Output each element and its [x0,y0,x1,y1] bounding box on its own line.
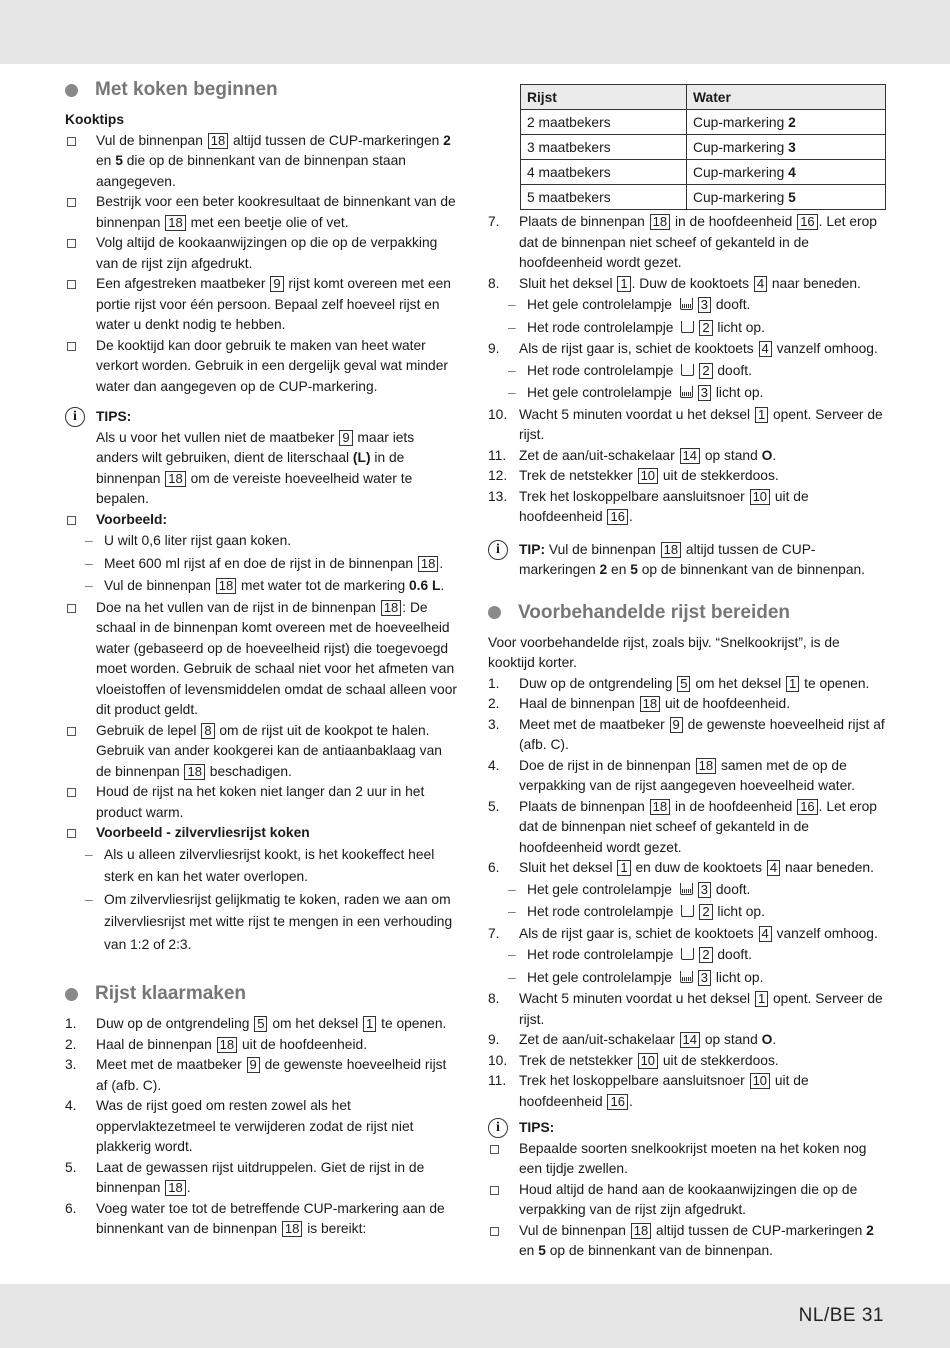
list-item: De kooktijd kan door gebruik te maken van heet water verkort worden. Gebruik in een dergelijk geval wat minder water dan aangegeven op de CUP-markering. [65,336,460,398]
reference-number: 5 [677,676,690,692]
reference-number: 10 [638,1053,658,1069]
reference-number: 2 [699,363,712,379]
more-tips-list [65,598,460,824]
reference-number: 18 [661,542,681,558]
step-item: 2. Haal de binnenpan 18 uit de hoofdeenheid. [488,696,791,711]
reference-number: 4 [759,341,772,357]
checkbox-bullet-icon [65,233,96,274]
reference-number: 16 [797,799,817,815]
info-icon: i [488,540,508,560]
sub-item: – Het rode controlelampje 2 licht op. [508,319,765,335]
emphasis: 2 [866,1222,874,1238]
list-item: Een afgestreken maatbeker 9 rijst komt overeen met een portie rijst voor één persoon. Bepaal zelf hoeveel rijst en water u denkt nodig te hebben. [65,274,460,336]
checkbox-bullet-icon [488,1139,519,1180]
reference-number: 18 [208,133,228,149]
step-item: 9. Als de rijst gaar is, schiet de kooktoets 4 vanzelf omhoog. [488,341,878,356]
section-bullet-icon [65,988,78,1001]
voor-intro: Voor voorbehandelde rijst, zoals bijv. “Snelkookrijst”, is de kooktijd korter. [488,634,840,670]
sub-item: – Het rode controlelampje 2 dooft. [508,362,752,378]
zilver-list [65,844,460,957]
step-item: 7. Als de rijst gaar is, schiet de kooktoets 4 vanzelf omhoog. [488,925,878,941]
section-heading-start: Met koken beginnen [65,76,460,104]
reference-number: 1 [786,676,799,692]
reference-number: 3 [698,385,711,401]
reference-number: 3 [698,297,711,313]
yellow-lamp-icon [680,971,693,983]
reference-number: 10 [638,468,658,484]
step-item: 11. Trek het loskoppelbare aansluitsnoer 10 uit de hoofdeenheid 16 . [488,1073,809,1109]
reference-number: 18 [631,1223,651,1239]
reference-number: 18 [216,578,236,594]
section-heading-voor: Voorbehandelde rijst bereiden [488,599,888,627]
reference-number: 18 [696,758,716,774]
reference-number: 16 [607,509,627,525]
reference-number: 9 [339,430,352,446]
tips2-block: i TIPS: [488,1118,888,1139]
tips-block [65,407,460,510]
tips2-list [488,1139,888,1262]
reference-number: 3 [698,882,711,898]
sub-item: – Als u alleen zilvervliesrijst kookt, is het kookeffect heel sterk en kan het water overlopen. [85,846,435,884]
sub-item: – Het gele controlelampje 3 dooft. [508,297,751,312]
step-item: 12. Trek de netstekker 10 uit de stekkerdoos. [488,468,779,483]
voorbeeld-item: Voorbeeld: [65,510,460,531]
water-table [520,84,886,210]
reference-number: 14 [680,448,700,464]
reference-number: 18 [165,215,185,231]
table-header-water: Water [687,85,886,110]
step-item: 4. Was de rijst goed om resten zowel als het oppervlaktezetmeel te verwijderen zodat de rijst niet plakkerig wordt. [65,1098,414,1154]
reference-number: 9 [247,1057,260,1073]
list-item: Houd altijd de hand aan de kookaanwijzingen die op de verpakking van de rijst zijn afgedrukt. [488,1180,888,1221]
reference-number: 3 [698,970,711,986]
red-lamp-icon [681,321,694,333]
right-column [488,84,888,1262]
reference-number: 2 [699,320,712,336]
reference-number: 14 [680,1032,700,1048]
checkbox-bullet-icon [65,192,96,233]
reference-number: 18 [217,1037,237,1053]
step-item: 4. Doe de rijst in de binnenpan 18 samen met de op de verpakking van de rijst aangegeven hoeveelheid water. [488,757,855,793]
yellow-lamp-icon [680,386,693,398]
table-row: 5 maatbekers Cup-markering 5 [521,185,886,210]
reference-number: 1 [363,1016,376,1032]
list-item: Bepaalde soorten snelkookrijst moeten na het koken nog een tijdje zwellen. [488,1139,888,1180]
emphasis: 5 [115,153,123,168]
list-item: Volg altijd de kookaanwijzingen op die op de verpakking van de rijst zijn afgedrukt. [65,233,460,274]
tips-text: Als u voor het vullen niet de maatbeker 9 maar iets anders wilt gebruiken, dient de literschaal (L) in de binnenpan 18 om de vereiste hoeveelheid water te bepalen. [96,429,415,506]
table-row: 3 maatbekers Cup-markering 3 [521,135,886,160]
step-item: 1. Duw op de ontgrendeling 5 om het deksel 1 te openen. [65,1016,447,1031]
sub-item: – Het rode controlelampje 2 licht op. [508,904,765,919]
reference-number: 18 [381,600,401,616]
emphasis: O [761,447,773,463]
reference-number: 9 [270,276,283,292]
kooktips-title: Kooktips [65,112,125,127]
red-lamp-icon [681,948,694,960]
sub-item: – Meet 600 ml rijst af en doe de rijst in de binnenpan 18 . [85,555,444,571]
step-item: 13. Trek het loskoppelbare aansluitsnoer 10 uit de hoofdeenheid 16 . [488,488,809,524]
step-item: 8. Sluit het deksel 1 . Duw de kooktoets 4 naar beneden. [488,275,861,291]
table-header-rijst: Rijst [521,85,687,110]
reference-number: 10 [750,489,770,505]
step-item: 3. Meet met de maatbeker 9 de gewenste hoeveelheid rijst af (afb. C). [488,716,885,752]
step-item: 6. Voeg water toe tot de betreffende CUP-markering aan de binnenkant van de binnenpan 18 is bereikt: [65,1200,445,1236]
reference-number: 16 [797,214,817,230]
step-item: 2. Haal de binnenpan 18 uit de hoofdeenheid. [65,1036,368,1052]
reference-number: 4 [754,276,767,292]
step-item: 6. Sluit het deksel 1 en duw de kooktoets 4 naar beneden. [488,860,874,875]
emphasis: 5 [630,562,638,577]
emphasis: 2 [443,132,451,148]
yellow-lamp-icon [680,298,693,310]
reference-number: 2 [699,947,712,963]
reference-number: 1 [617,276,630,292]
reference-number: 18 [640,696,660,712]
sub-item: – Het gele controlelampje 3 licht op. [508,385,764,400]
step-item: 9. Zet de aan/uit-schakelaar 14 op stand O. [488,1032,777,1047]
info-icon: i [488,1118,508,1138]
checkbox-bullet-icon [488,1180,519,1221]
reference-number: 18 [650,799,670,815]
reference-number: 10 [750,1073,770,1089]
list-item: Bestrijk voor een beter kookresultaat de binnenkant van de binnenpan 18 met een beetje olie of vet. [65,192,460,233]
checkbox-bullet-icon [65,782,96,823]
step-item: 1. Duw op de ontgrendeling 5 om het deksel 1 te openen. [488,675,870,691]
reference-number: 8 [201,723,214,739]
step-item: 3. Meet met de maatbeker 9 de gewenste hoeveelheid rijst af (afb. C). [65,1057,447,1093]
red-lamp-icon [681,364,694,376]
header-bar [0,0,950,64]
info-icon: i [65,407,85,427]
step-item: 8. Wacht 5 minuten voordat u het deksel 1 opent. Serveer de rijst. [488,991,883,1027]
zilver-item: Voorbeeld - zilvervliesrijst koken [65,823,460,844]
sub-item: – Het gele controlelampje 3 dooft. [508,881,751,897]
yellow-lamp-icon [680,883,693,895]
table-row: 4 maatbekers Cup-markering 4 [521,160,886,185]
klaar-steps [65,1014,460,1240]
step-item: 5. Laat de gewassen rijst uitdruppelen. Giet de rijst in de binnenpan 18 . [65,1159,425,1195]
checkbox-bullet-icon [65,131,96,193]
reference-number: 18 [282,1221,302,1237]
section-heading-klaar: Rijst klaarmaken [65,980,460,1008]
steps-list-b [488,674,888,1113]
step-item: 5. Plaats de binnenpan 18 in de hoofdeenheid 16 . Let erop dat de binnenpan niet scheef of gekanteld in de hoofdeenheid wordt gezet. [488,798,877,855]
checkbox-bullet-icon [65,721,96,783]
tip-block: i TIP: Vul de binnenpan 18 altijd tussen de CUP-markeringen 2 en 5 op de binnenkant van de binnenpan. [488,540,888,581]
reference-number: 18 [650,214,670,230]
sub-item: – Het gele controlelampje 3 licht op. [508,969,764,985]
kooktips-list [65,131,460,398]
step-item: 11. Zet de aan/uit-schakelaar 14 op stand O. [488,447,777,463]
list-item: Doe na het vullen van de rijst in de binnenpan 18 : De schaal in de binnenpan komt overeen met de hoeveelheid water (gebaseerd op de hoeveelheid rijst) die toegevoegd moet worden. Gebruik de schaal niet voor het afmeten van vloeistoffen of levensmiddelen omdat de schaal alleen voor dit product geldt. [65,598,460,721]
voorbeeld-list [65,530,460,598]
reference-number: 18 [184,764,204,780]
section-bullet-icon [488,606,501,619]
section-bullet-icon [65,84,78,97]
left-column [65,76,460,1240]
reference-number: 18 [165,1180,185,1196]
table-row: 2 maatbekers Cup-markering 2 [521,110,886,135]
reference-number: 2 [699,904,712,920]
emphasis: (L) [352,450,371,465]
checkbox-bullet-icon [65,598,96,721]
sub-item: – Het rode controlelampje 2 dooft. [508,947,752,962]
reference-number: 1 [755,991,768,1007]
list-item: Houd de rijst na het koken niet langer dan 2 uur in het product warm. [65,782,460,823]
list-item: Vul de binnenpan 18 altijd tussen de CUP-markeringen 2 en 5 die op de binnenkant van de binnenpan staan aangegeven. [65,131,460,193]
emphasis: 5 [538,1243,546,1258]
list-item: Gebruik de lepel 8 om de rijst uit de kookpot te halen. Gebruik van ander kookgerei kan de antiaanbaklaag van de binnenpan 18 beschadigen. [65,721,460,783]
step-item: 7. Plaats de binnenpan 18 in de hoofdeenheid 16 . Let erop dat de binnenpan niet scheef of gekanteld in de hoofdeenheid wordt gezet. [488,214,877,270]
reference-number: 9 [670,717,683,733]
page-number: NL/BE 31 [798,1305,884,1326]
checkbox-bullet-icon [488,1221,519,1262]
sub-item: – Om zilvervliesrijst gelijkmatig te koken, raden we aan om zilvervliesrijst met witte rijst te mengen in een verhouding van 1:2 of 2:3. [85,891,453,952]
sub-item: – Vul de binnenpan 18 met water tot de markering 0.6 L. [85,578,445,593]
reference-number: 4 [767,860,780,876]
sub-item: – U wilt 0,6 liter rijst gaan koken. [85,533,292,548]
reference-number: 1 [617,860,630,876]
tips-label: TIPS: [96,409,132,424]
step-item: 10. Trek de netstekker 10 uit de stekkerdoos. [488,1052,779,1068]
emphasis: 0.6 L [408,578,441,593]
checkbox-bullet-icon [65,274,96,336]
red-lamp-icon [681,905,694,917]
reference-number: 5 [254,1016,267,1032]
step-item: 10. Wacht 5 minuten voordat u het deksel 1 opent. Serveer de rijst. [488,406,883,442]
steps-list-a [488,212,888,528]
reference-number: 1 [755,407,768,423]
list-item: Vul de binnenpan 18 altijd tussen de CUP-markeringen 2 en 5 op de binnenkant van de binnenpan. [488,1221,888,1262]
reference-number: 18 [165,471,185,487]
reference-number: 16 [607,1094,627,1110]
emphasis: O [761,1032,773,1047]
checkbox-bullet-icon [65,336,96,398]
reference-number: 4 [759,926,772,942]
emphasis: 2 [599,562,608,577]
reference-number: 18 [418,556,438,572]
